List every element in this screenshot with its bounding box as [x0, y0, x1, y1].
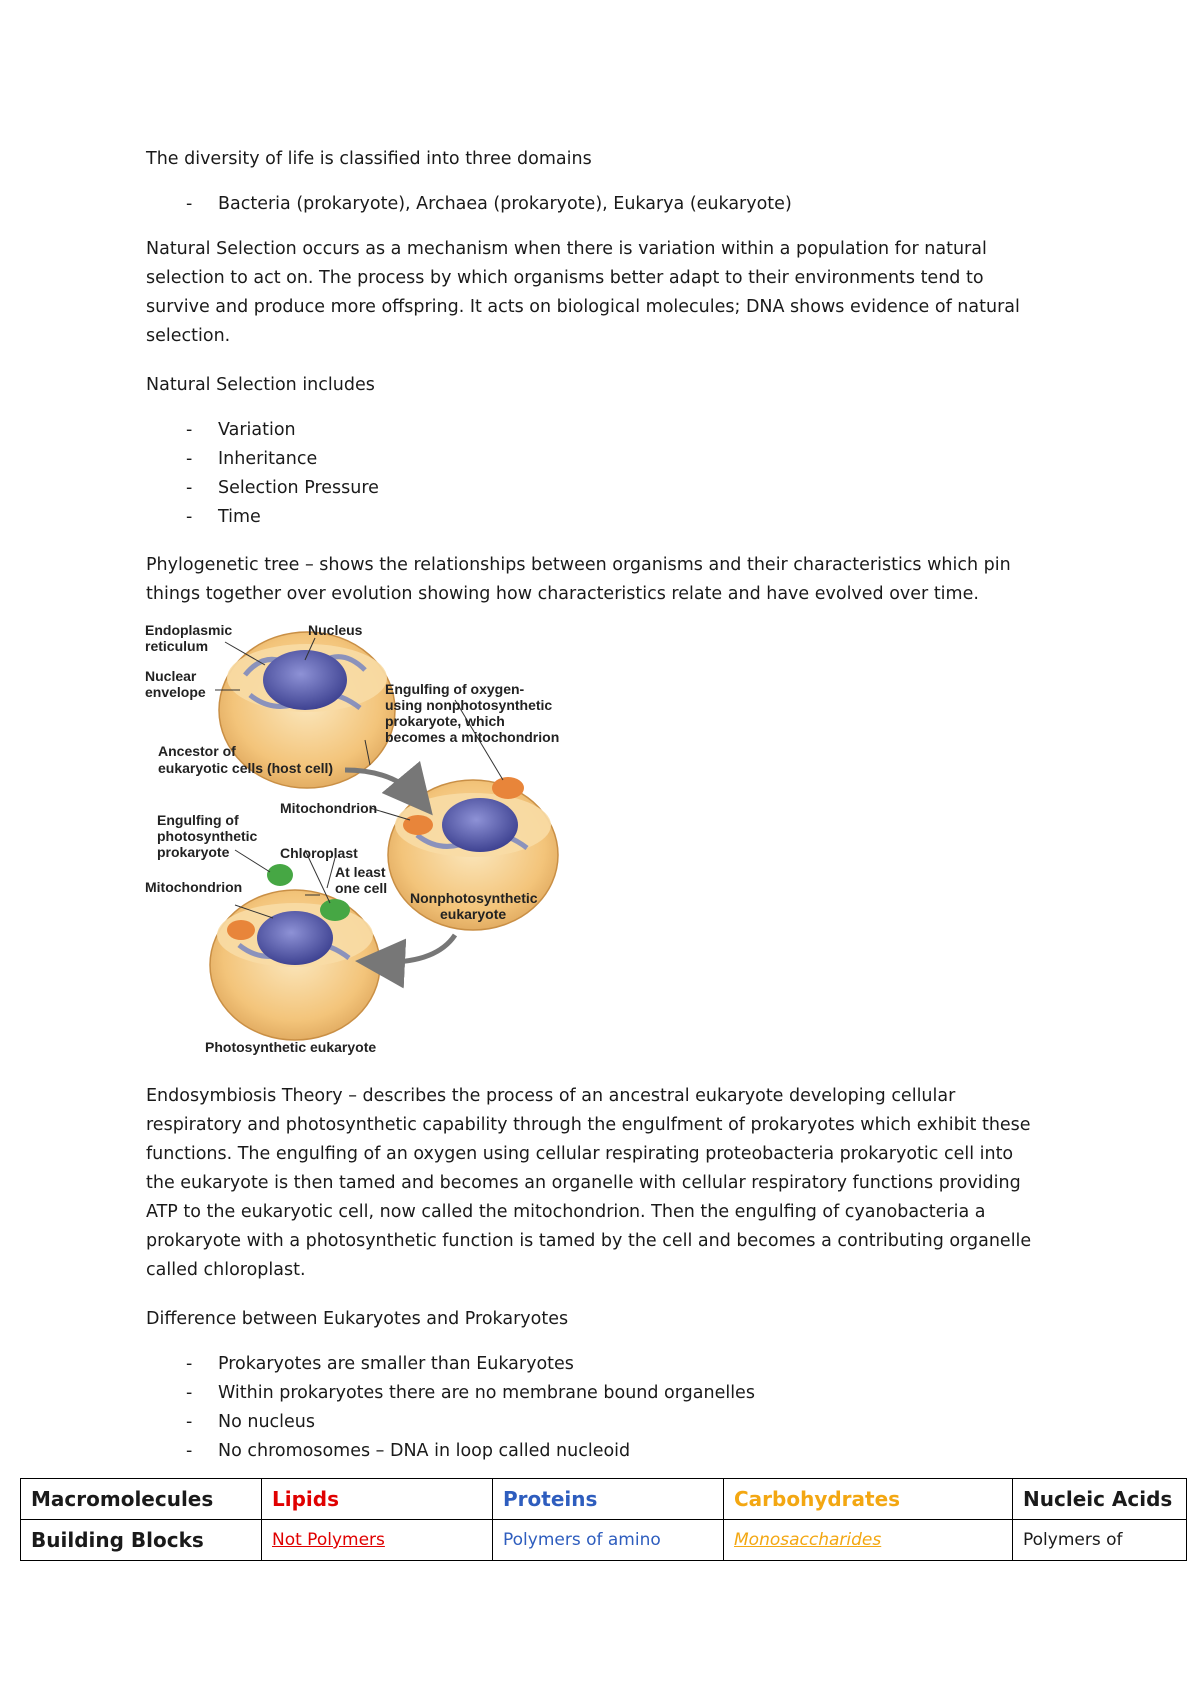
label-engulfing-oxygen: becomes a mitochondrion: [385, 729, 560, 745]
cell-carbohydrates: Monosaccharides: [724, 1520, 1013, 1561]
domains-intro: The diversity of life is classified into three domains: [146, 149, 592, 169]
paragraph-line: the eukaryote is then tamed and becomes an organelle with cellular respiratory functions providing: [146, 1173, 1021, 1193]
label-nonphotosynthetic: eukaryote: [440, 906, 507, 922]
label-at-least-one-cell: one cell: [335, 880, 388, 896]
paragraph-line: survive and produce more offspring. It acts on biological molecules; DNA shows evidence of natural: [146, 297, 1020, 317]
label-engulfing-photosynthetic: photosynthetic: [157, 828, 258, 844]
list-item-variation: Variation: [218, 420, 296, 440]
label-photosynthetic-eukaryote: Photosynthetic eukaryote: [205, 1039, 377, 1055]
table-header-row: [21, 1479, 1187, 1520]
header-nucleic-acids: Nucleic Acids: [1013, 1479, 1187, 1520]
bullet-dash: -: [186, 1412, 193, 1432]
paragraph-line: selection to act on. The process by which organisms better adapt to their environments tend to: [146, 268, 984, 288]
endosymbiosis-paragraph: [146, 1082, 1031, 1285]
list-item-time: Time: [218, 507, 261, 527]
label-engulfing-photosynthetic: Engulfing of: [157, 812, 239, 828]
label-nonphotosynthetic: Nonphotosynthetic: [410, 890, 538, 906]
bullet-dash: -: [186, 194, 193, 214]
cell-nucleic-acids: Polymers of: [1013, 1520, 1187, 1561]
paragraph-line: ATP to the eukaryotic cell, now called the mitochondrion. Then the engulfing of cyanobacteria a: [146, 1202, 986, 1222]
header-lipids: Lipids: [262, 1479, 493, 1520]
label-engulfing-oxygen: using nonphotosynthetic: [385, 697, 553, 713]
bullet-dash: -: [186, 1383, 193, 1403]
arrow-icon: [375, 935, 455, 962]
endosymbiosis-diagram: [145, 620, 625, 1060]
natural-selection-paragraph: [146, 235, 1020, 351]
bullet-dash: -: [186, 507, 193, 527]
list-item: Prokaryotes are smaller than Eukaryotes: [218, 1354, 574, 1374]
label-chloroplast: Chloroplast: [280, 845, 358, 861]
endosymbiosis-figure: [145, 620, 625, 1060]
label-er: reticulum: [145, 638, 209, 654]
chloroplast-shape: [320, 899, 350, 921]
label-mitochondrion: Mitochondrion: [145, 879, 243, 895]
label-er: Endoplasmic: [145, 622, 233, 638]
mitochondrion-shape: [403, 815, 433, 835]
list-item: Within prokaryotes there are no membrane bound organelles: [218, 1383, 755, 1403]
bullet-dash: -: [186, 420, 193, 440]
label-nuclear-envelope: envelope: [145, 684, 206, 700]
bullet-dash: -: [186, 1354, 193, 1374]
list-item-selection-pressure: Selection Pressure: [218, 478, 379, 498]
label-mitochondrion: Mitochondrion: [280, 800, 378, 816]
paragraph-line: called chloroplast.: [146, 1260, 306, 1280]
paragraph-line: respiratory and photosynthetic capability through the engulfment of prokaryotes which exhibit these: [146, 1115, 1031, 1135]
domains-bullet: Bacteria (prokaryote), Archaea (prokaryote), Eukarya (eukaryote): [218, 194, 792, 214]
difference-title: Difference between Eukaryotes and Prokaryotes: [146, 1309, 569, 1329]
paragraph-line: prokaryote with a photosynthetic function is tamed by the cell and becomes a contributing organelle: [146, 1231, 1032, 1251]
paragraph-line: things together over evolution showing how characteristics relate and have evolved over time.: [146, 584, 979, 604]
header-macromolecules: Macromolecules: [21, 1479, 262, 1520]
paragraph-line: functions. The engulfing of an oxygen using cellular respirating proteobacteria prokaryotic cell into: [146, 1144, 1014, 1164]
label-engulfing-oxygen: Engulfing of oxygen-: [385, 681, 525, 697]
list-item: No nucleus: [218, 1412, 316, 1432]
cell-proteins: Polymers of amino: [493, 1520, 724, 1561]
paragraph-line: Natural Selection occurs as a mechanism when there is variation within a population for natural: [146, 239, 987, 259]
label-ancestor: eukaryotic cells (host cell): [158, 760, 334, 776]
macromolecules-table: [20, 1478, 1187, 1561]
label-engulfing-photosynthetic: prokaryote: [157, 844, 230, 860]
list-item: No chromosomes – DNA in loop called nucleoid: [218, 1441, 631, 1461]
header-carbohydrates: Carbohydrates: [724, 1479, 1013, 1520]
cell-lipids: Not Polymers: [262, 1520, 493, 1561]
paragraph-line: Endosymbiosis Theory – describes the process of an ancestral eukaryote developing cellular: [146, 1086, 956, 1106]
label-nuclear-envelope: Nuclear: [145, 668, 197, 684]
paragraph-line: Phylogenetic tree – shows the relationships between organisms and their characteristics which pin: [146, 555, 1011, 575]
bullet-dash: -: [186, 449, 193, 469]
list-item-inheritance: Inheritance: [218, 449, 318, 469]
paragraph-line: selection.: [146, 326, 231, 346]
engulfed-prokaryote-shape: [492, 777, 524, 799]
row-label-building-blocks: Building Blocks: [21, 1520, 262, 1561]
phylogenetic-paragraph: [146, 551, 1011, 609]
bullet-dash: -: [186, 478, 193, 498]
label-engulfing-oxygen: prokaryote, which: [385, 713, 505, 729]
label-ancestor: Ancestor of: [158, 743, 236, 759]
bullet-dash: -: [186, 1441, 193, 1461]
label-nucleus: Nucleus: [308, 622, 363, 638]
label-at-least-one-cell: At least: [335, 864, 386, 880]
header-proteins: Proteins: [493, 1479, 724, 1520]
natural-selection-includes: Natural Selection includes: [146, 375, 375, 395]
table-row: [21, 1520, 1187, 1561]
